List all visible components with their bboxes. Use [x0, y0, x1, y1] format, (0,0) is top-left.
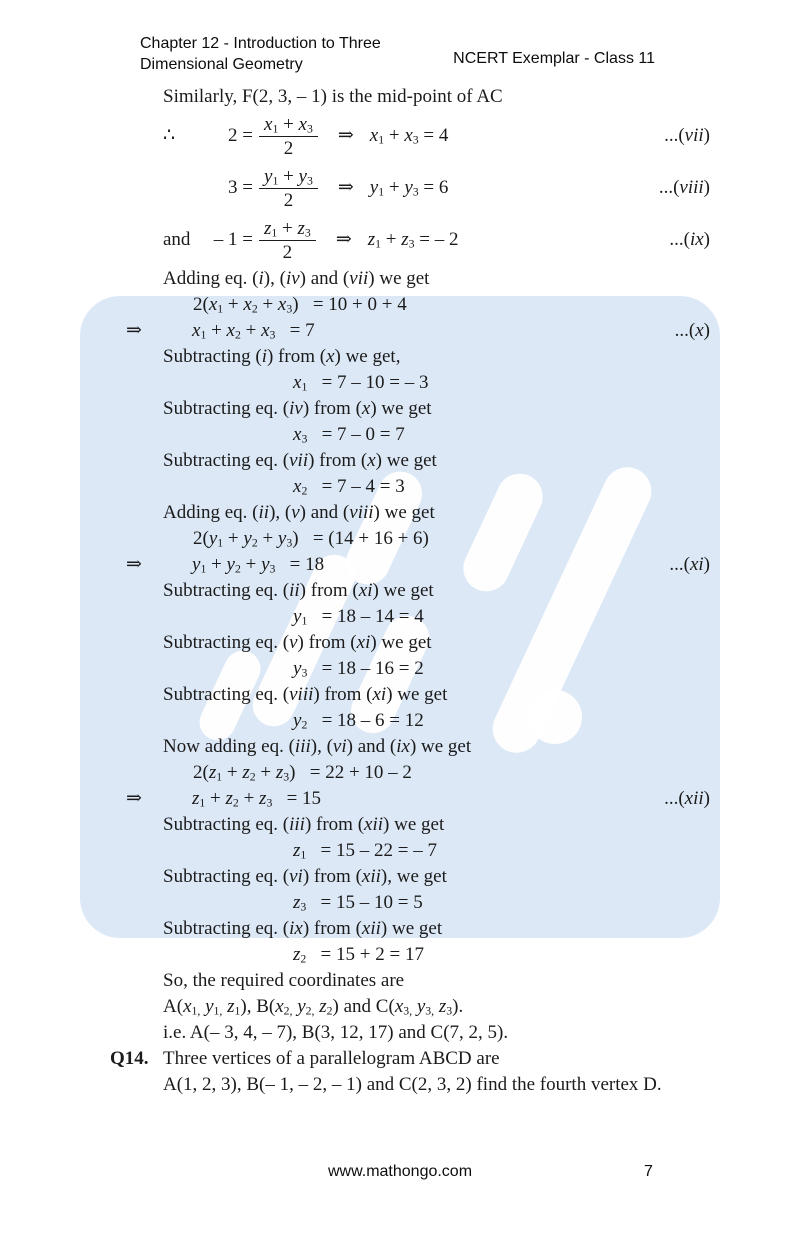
- implies-arrow-icon: ⇒: [337, 177, 354, 198]
- implication-line: [126, 318, 710, 344]
- text-line: Subtracting eq. (v) from (xi) we get: [163, 632, 432, 653]
- text-line: Subtracting (i) from (x) we get,: [163, 346, 401, 367]
- equation-lhs: 3 =: [228, 177, 253, 198]
- fraction: [259, 165, 318, 212]
- equation-line: $y_3$ = 18 – 16 = 2: [293, 658, 424, 680]
- text-line: Now adding eq. (iii), (vi) and (ix) we get: [163, 736, 472, 757]
- equation-label: ...(xi): [669, 554, 710, 575]
- text-line: Subtracting eq. (viii) from (xi) we get: [163, 684, 448, 705]
- text-line: Subtracting eq. (iii) from (xii) we get: [163, 814, 445, 835]
- implies-arrow-icon: ⇒: [337, 125, 354, 146]
- text-line: $A(x_{1,}$ $y_{1,}$ $z_1$), $B(x_{2,}$ $y_{2,}$ $z_2$) and $C(x_{3,}$ $y_{3,}$ $z_3$).: [163, 996, 464, 1018]
- website-url: www.mathongo.com: [327, 1163, 473, 1180]
- text-line: Subtracting eq. (vii) from (x) we get: [163, 450, 437, 471]
- book-title: NCERT Exemplar - Class 11: [453, 50, 655, 67]
- question-number: Q14.: [110, 1048, 149, 1069]
- text-line: So, the required coordinates are: [163, 970, 405, 991]
- equation-lhs: 2 =: [228, 125, 253, 146]
- text-line: Subtracting eq. (iv) from (x) we get: [163, 398, 432, 419]
- fraction-equation-line: [163, 162, 710, 214]
- fraction-denominator: 2: [259, 188, 318, 212]
- equation-line: $y_2$ = 18 – 6 = 12: [293, 710, 424, 732]
- text-line: Subtracting eq. (ii) from (xi) we get: [163, 580, 434, 601]
- equation-lead: and: [163, 229, 191, 250]
- equation-label: ...(viii): [658, 177, 710, 198]
- implies-arrow-icon: ⇒: [126, 320, 142, 341]
- equation-line: $y_1$ = 18 – 14 = 4: [293, 606, 424, 628]
- chapter-title-line2: Dimensional Geometry: [140, 56, 303, 73]
- text-line: Subtracting eq. (vi) from (xii), we get: [163, 866, 447, 887]
- fraction: [259, 113, 318, 160]
- fraction-numerator: $y_1 + y_3$: [264, 165, 313, 188]
- fraction-equation-line: [163, 214, 710, 266]
- equation-line: $z_1$ = 15 – 22 = – 7: [293, 840, 437, 862]
- equation-line: $z_2$ = 15 + 2 = 17: [293, 944, 424, 966]
- text-line: i.e. A(– 3, 4, – 7), B(3, 12, 17) and C(7, 2, 5).: [163, 1022, 509, 1043]
- equation-line: $2(z_1 + z_2 + z_3)$ = 22 + 10 – 2: [193, 762, 412, 784]
- equation-line: $z_3$ = 15 – 10 = 5: [293, 892, 423, 914]
- fraction-equation-line: [163, 110, 710, 162]
- fraction-denominator: 2: [259, 240, 316, 264]
- implication-line: [126, 786, 710, 812]
- equation-label: ...(ix): [669, 229, 710, 250]
- equation-rhs: $z_1 + z_3$ = – 2: [367, 229, 459, 251]
- equation-line: $x_3$ = 7 – 0 = 7: [293, 424, 405, 446]
- equation-line: $2(x_1 + x_2 + x_3)$ = 10 + 0 + 4: [193, 294, 407, 316]
- text-line: Subtracting eq. (ix) from (xii) we get: [163, 918, 443, 939]
- implies-arrow-icon: ⇒: [335, 229, 352, 250]
- fraction-numerator: $z_1 + z_3$: [264, 217, 311, 240]
- solution-content: [110, 84, 710, 1098]
- chapter-title-line1: Chapter 12 - Introduction to Three: [140, 35, 381, 52]
- question-text: Three vertices of a parallelogram ABCD are: [163, 1048, 500, 1069]
- fraction: [259, 217, 316, 264]
- implies-arrow-icon: ⇒: [126, 554, 142, 575]
- question-line: [110, 1046, 710, 1072]
- fraction-denominator: 2: [259, 136, 318, 160]
- equation-text: $y_1 + y_2 + y_3$ = 18: [192, 554, 325, 576]
- equation-lhs: – 1 =: [213, 229, 253, 250]
- text-line: A(1, 2, 3), B(– 1, – 2, – 1) and C(2, 3, 2) find the fourth vertex D.: [163, 1074, 662, 1095]
- implies-arrow-icon: ⇒: [126, 788, 142, 809]
- equation-line: $2(y_1 + y_2 + y_3)$ = (14 + 16 + 6): [193, 528, 429, 550]
- page-number: 7: [644, 1163, 653, 1180]
- equation-text: $x_1 + x_2 + x_3$ = 7: [192, 320, 315, 342]
- equation-lead: ∴: [163, 125, 176, 146]
- equation-line: $x_1$ = 7 – 10 = – 3: [293, 372, 429, 394]
- text-line: Adding eq. (ii), (v) and (viii) we get: [163, 502, 435, 523]
- equation-label: ...(xii): [664, 788, 710, 809]
- equation-label: ...(vii): [664, 125, 710, 146]
- implication-line: [126, 552, 710, 578]
- equation-text: $z_1 + z_2 + z_3$ = 15: [192, 788, 322, 810]
- text-line: Adding eq. (i), (iv) and (vii) we get: [163, 268, 430, 289]
- fraction-numerator: $x_1 + x_3$: [264, 113, 313, 136]
- equation-rhs: $y_1 + y_3 = 6$: [369, 177, 449, 199]
- chapter-title: [140, 33, 381, 75]
- equation-label: ...(x): [674, 320, 710, 341]
- equation-line: $x_2$ = 7 – 4 = 3: [293, 476, 405, 498]
- equation-rhs: $x_1 + x_3 = 4$: [369, 125, 449, 147]
- text-line: Similarly, F(2, 3, – 1) is the mid-point of AC: [163, 86, 503, 107]
